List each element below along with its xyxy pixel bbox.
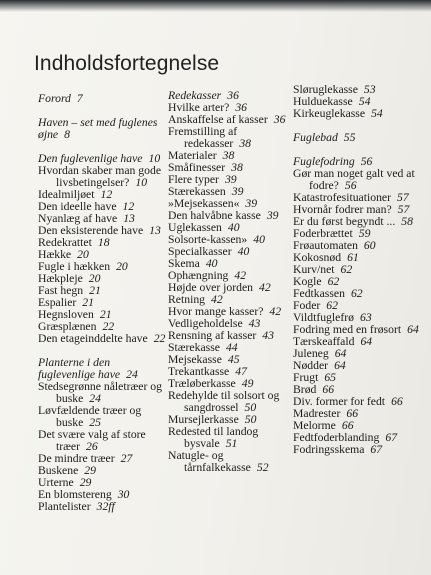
toc-page-number: 38 — [239, 137, 252, 150]
toc-entry-title: Stedsegrønne nåletræer og buske — [38, 380, 162, 405]
toc-entry-title: Stærekassen — [168, 185, 226, 198]
toc-entry-title: Stærekasse — [168, 341, 220, 354]
toc-page-number: 66 — [341, 419, 354, 432]
toc-entry-title: Fodring med en frøsort — [293, 323, 402, 336]
toc-entry-title: Fast hegn — [38, 284, 84, 297]
toc-page-number: 12 — [122, 200, 135, 213]
toc-page-number: 43 — [248, 317, 261, 330]
toc-entry-title: Fodringsskema — [293, 443, 365, 456]
toc-page-number: 51 — [225, 437, 238, 450]
toc-entry-title: De mindre træer — [38, 452, 115, 465]
toc-entry-title: Træløberkasse — [168, 377, 236, 390]
toc-entry — [38, 165, 168, 189]
toc-entry-title: Gør man noget galt ved at fodre? — [293, 167, 415, 192]
toc-entry-title: Den etageinddelte have — [38, 332, 148, 345]
toc-page-number: 64 — [334, 359, 346, 372]
toc-entry-title: Espalier — [38, 296, 77, 309]
toc-entry-title: Småfinesser — [168, 161, 226, 174]
toc-entry-title: Mejsekasse — [168, 353, 222, 366]
toc-entry-title: Den fuglevenlige have — [38, 152, 143, 165]
toc-entry-title: Den eksisterende have — [38, 224, 144, 237]
toc-page-number: 62 — [350, 287, 363, 300]
toc-page-number: 21 — [82, 296, 94, 309]
toc-entry-title: Urterne — [38, 476, 74, 489]
toc-page-number: 24 — [126, 368, 138, 381]
toc-entry-title: Flere typer — [168, 173, 219, 186]
toc-entry-title: Trekantkasse — [168, 365, 230, 378]
toc-page-number: 50 — [244, 401, 257, 414]
toc-entry-title: Madrester — [293, 407, 341, 420]
toc-page-number: 65 — [324, 371, 337, 384]
toc-page-number: 13 — [123, 212, 135, 225]
toc-entry-title: Hvornår fodrer man? — [293, 203, 392, 216]
toc-page-number: 53 — [363, 83, 376, 96]
toc-page-number: 10 — [148, 152, 161, 165]
toc-page-number: 36 — [235, 101, 248, 114]
toc-entry-title: Haven – set med fuglenes øjne — [38, 116, 158, 141]
toc-column-2 — [168, 90, 292, 474]
toc-page-number: 40 — [227, 221, 240, 234]
toc-page-number: 57 — [397, 191, 409, 204]
toc-page-number: 54 — [358, 95, 371, 108]
toc-entry-title: Foderbrættet — [293, 227, 353, 240]
toc-entry-title: Hulduekasse — [293, 95, 353, 108]
toc-section-heading — [293, 132, 423, 144]
toc-entry-title: Foder — [293, 299, 321, 312]
toc-page-number: 32ff — [96, 500, 115, 513]
toc-entry-title: Div. former for fedt — [293, 395, 386, 408]
toc-page-number: 24 — [89, 392, 101, 405]
toc-page-number: 30 — [117, 488, 130, 501]
toc-page-number: 63 — [359, 311, 372, 324]
toc-page-number: 42 — [269, 305, 282, 318]
toc-entry — [293, 444, 423, 456]
toc-entry-title: »Mejsekassen« — [168, 197, 240, 210]
toc-entry-title: Solsorte-kassen» — [168, 233, 248, 246]
toc-page-number: 55 — [343, 131, 356, 144]
toc-page-number: 60 — [363, 239, 376, 252]
toc-entry-title: Natugle- og tårnfalkekasse — [168, 449, 251, 474]
page-title: Indholdsfortegnelse — [34, 52, 220, 75]
toc-page-number: 61 — [347, 251, 359, 264]
toc-page-number: 50 — [244, 413, 257, 426]
toc-entry-title: Frøautomaten — [293, 239, 358, 252]
toc-page-number: 40 — [205, 257, 218, 270]
toc-entry — [38, 501, 168, 513]
toc-entry-title: Rensning af kasser — [168, 329, 257, 342]
toc-entry — [168, 126, 292, 150]
toc-page-number: 40 — [253, 233, 265, 246]
toc-page-number: 39 — [224, 173, 237, 186]
toc-entry-title: Fedtfoderblanding — [293, 431, 380, 444]
toc-entry-title: Redekrattet — [38, 236, 92, 249]
toc-entry — [168, 450, 292, 474]
toc-page-number: 20 — [77, 248, 89, 261]
page-top-shadow — [0, 0, 431, 12]
toc-page-number: 66 — [346, 407, 359, 420]
toc-entry-title: Melorme — [293, 419, 336, 432]
toc-entry-title: Frugt — [293, 371, 319, 384]
toc-page-number: 27 — [120, 452, 133, 465]
toc-entry-title: Skema — [168, 257, 200, 270]
toc-entry-title: Juleneg — [293, 347, 329, 360]
toc-page-number: 64 — [407, 323, 419, 336]
toc-entry-title: Den ideelle have — [38, 200, 117, 213]
toc-page-number: 40 — [237, 245, 250, 258]
toc-entry-title: Tærskeaffald — [293, 335, 355, 348]
toc-entry — [38, 429, 168, 453]
toc-page-number: 62 — [327, 275, 340, 288]
toc-page-number: 12 — [100, 188, 113, 201]
toc-entry-title: Kirkeuglekasse — [293, 107, 366, 120]
toc-page-number: 8 — [64, 128, 70, 141]
toc-page-number: 10 — [135, 176, 148, 189]
toc-entry-title: Kokosnød — [293, 251, 342, 264]
toc-page-number: 36 — [227, 89, 239, 102]
toc-page-number: 38 — [231, 161, 243, 174]
toc-page-number: 43 — [262, 329, 274, 342]
toc-entry-title: Hvor mange kasser? — [168, 305, 264, 318]
toc-page-number: 62 — [326, 299, 338, 312]
toc-page-number: 36 — [273, 113, 286, 126]
toc-page-number: 7 — [76, 92, 83, 105]
toc-entry-title: Fedtkassen — [293, 287, 345, 300]
toc-page-number: 56 — [360, 155, 373, 168]
toc-entry-title: Hvilke arter? — [168, 101, 230, 114]
toc-entry-title: Nyanlæg af have — [38, 212, 118, 225]
toc-page-number: 57 — [397, 203, 410, 216]
toc-entry-title: Græsplænen — [38, 320, 97, 333]
toc-page-number: 26 — [86, 440, 98, 453]
toc-page-number: 64 — [334, 347, 347, 360]
toc-page-number: 49 — [241, 377, 254, 390]
toc-entry-title: Vedligeholdelse — [168, 317, 243, 330]
toc-entry — [293, 108, 423, 120]
toc-page-number: 54 — [371, 107, 383, 120]
toc-page-number: 25 — [89, 416, 101, 429]
toc-entry-title: En blomstereng — [38, 488, 112, 501]
toc-page-number: 56 — [344, 179, 357, 192]
toc-page-number: 29 — [84, 464, 96, 477]
toc-entry-title: Katastrofesituationer — [293, 191, 392, 204]
toc-page-number: 18 — [97, 236, 110, 249]
toc-page-number: 22 — [102, 320, 115, 333]
toc-page-number: 22 — [153, 332, 166, 345]
toc-entry-title: Hække — [38, 248, 72, 261]
toc-page-number: 39 — [245, 197, 258, 210]
toc-page-number: 45 — [227, 353, 240, 366]
toc-entry — [168, 426, 292, 450]
toc-entry-title: Kogle — [293, 275, 322, 288]
toc-page-number: 42 — [211, 293, 223, 306]
toc-entry-title: Specialkasser — [168, 245, 232, 258]
toc-section-heading — [38, 93, 168, 105]
toc-entry-title: Kurv/net — [293, 263, 335, 276]
toc-page-number: 66 — [322, 383, 335, 396]
toc-page-number: 38 — [222, 149, 235, 162]
toc-page-number: 67 — [385, 431, 398, 444]
toc-entry-title: Brød — [293, 383, 317, 396]
toc-page-number: 39 — [231, 185, 244, 198]
toc-entry-title: Redested til landog bysvale — [168, 425, 259, 450]
toc-page-number: 21 — [89, 284, 101, 297]
toc-entry-title: Er du først begyndt ... — [293, 215, 396, 228]
toc-entry-title: Redehylde til solsort og sangdrossel — [168, 389, 280, 414]
toc-entry-title: Retning — [168, 293, 206, 306]
toc-entry-title: Løvfældende træer og buske — [38, 404, 142, 429]
toc-entry — [293, 168, 423, 192]
toc-page-number: 20 — [116, 260, 128, 273]
toc-entry-title: Ophængning — [168, 269, 229, 282]
toc-entry-title: Fuglefodring — [293, 155, 355, 168]
toc-column-3 — [293, 84, 423, 456]
toc-page-number: 13 — [149, 224, 161, 237]
toc-section-heading — [38, 357, 168, 381]
toc-entry-title: Anskaffelse af kasser — [168, 113, 268, 126]
toc-page-number: 64 — [360, 335, 373, 348]
toc-page-number: 39 — [266, 209, 279, 222]
toc-entry-title: Forord — [38, 92, 71, 105]
toc-page-number: 59 — [358, 227, 371, 240]
toc-entry-title: Sløruglekasse — [293, 83, 358, 96]
toc-page-number: 62 — [340, 263, 353, 276]
toc-entry-title: Plantelister — [38, 500, 91, 513]
toc-entry-title: Planterne i den fuglevenlige have — [38, 356, 121, 381]
toc-entry-title: Mursejlerkasse — [168, 413, 239, 426]
toc-entry-title: Fremstilling af redekasser — [168, 125, 238, 150]
toc-page-number: 52 — [256, 461, 269, 474]
toc-entry-title: Fugle i hækken — [38, 260, 111, 273]
toc-entry-title: Vildtfuglefrø — [293, 311, 354, 324]
toc-entry — [38, 381, 168, 405]
toc-page-number: 67 — [370, 443, 383, 456]
toc-entry — [38, 405, 168, 429]
toc-page-number: 29 — [79, 476, 92, 489]
toc-page-number: 66 — [391, 395, 403, 408]
toc-entry-title: Materialer — [168, 149, 217, 162]
toc-entry-title: Redekasser — [168, 89, 222, 102]
toc-page-number: 42 — [259, 281, 271, 294]
toc-entry-title: Uglekassen — [168, 221, 222, 234]
toc-entry — [38, 333, 168, 345]
toc-entry-title: Den halvåbne kasse — [168, 209, 261, 222]
toc-page-number: 47 — [235, 365, 247, 378]
toc-entry-title: Det svære valg af store træer — [38, 428, 146, 453]
toc-entry-title: Nødder — [293, 359, 329, 372]
toc-column-1 — [38, 93, 168, 513]
toc-entry-title: Hegnsloven — [38, 308, 94, 321]
toc-page-number: 44 — [225, 341, 238, 354]
toc-page-number: 21 — [99, 308, 112, 321]
toc-page-number: 58 — [401, 215, 413, 228]
toc-entry-title: Hvordan skaber man gode livsbetingelser? — [38, 164, 162, 189]
toc-page-number: 42 — [234, 269, 247, 282]
toc-section-heading — [38, 117, 168, 141]
toc-page-number: 20 — [88, 272, 101, 285]
toc-entry-title: Højde over jorden — [168, 281, 254, 294]
toc-entry-title: Fuglebad — [293, 131, 338, 144]
toc-entry-title: Buskene — [38, 464, 79, 477]
toc-entry-title: Idealmiljøet — [38, 188, 95, 201]
toc-entry-title: Hækpleje — [38, 272, 83, 285]
toc-entry — [168, 390, 292, 414]
